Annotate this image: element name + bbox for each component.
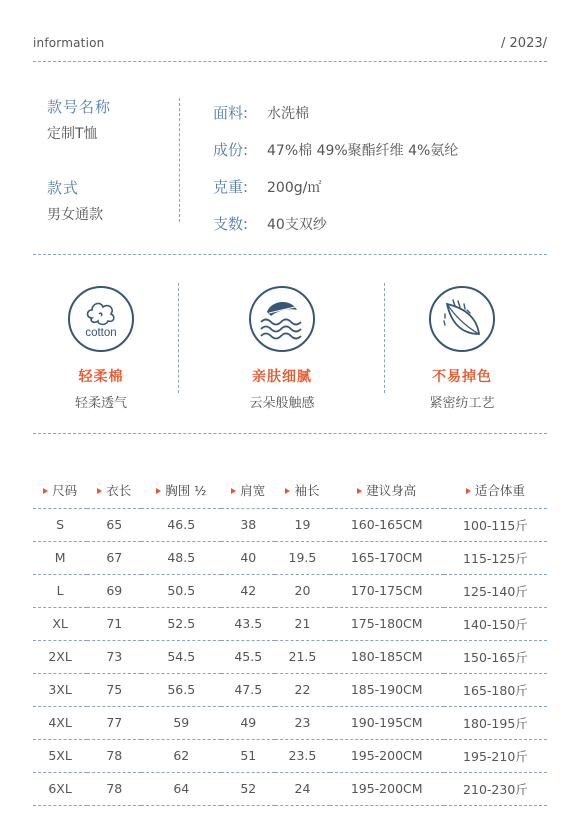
table-cell: 170-175CM	[330, 574, 444, 607]
feature-cotton	[31, 286, 171, 411]
table-cell: 210-230斤	[444, 772, 547, 805]
table-cell: 45.5	[221, 640, 275, 673]
table-row	[33, 706, 547, 739]
table-row	[33, 640, 547, 673]
table-row	[33, 607, 547, 640]
table-cell: 4XL	[33, 706, 87, 739]
table-cell: 49	[221, 706, 275, 739]
table-cell: 59	[141, 706, 221, 739]
table-cell: 75	[87, 673, 141, 706]
table-cell: 43.5	[221, 607, 275, 640]
table-cell: 5XL	[33, 739, 87, 772]
table-row	[33, 772, 547, 805]
style-label: 款式	[47, 179, 80, 197]
table-cell: 77	[87, 706, 141, 739]
triangle-bullet-icon	[43, 488, 48, 494]
table-cell: 47.5	[221, 673, 275, 706]
table-cell: 165-170CM	[330, 541, 444, 574]
vertical-divider	[179, 98, 180, 222]
table-cell: 73	[87, 640, 141, 673]
feature-title: 轻柔棉	[78, 369, 124, 385]
table-row	[33, 739, 547, 772]
table-cell: 165-180斤	[444, 673, 547, 706]
table-cell: 19.5	[275, 541, 329, 574]
table-cell: 50.5	[141, 574, 221, 607]
table-cell: 48.5	[141, 541, 221, 574]
feature-title: 亲肤细腻	[252, 369, 312, 385]
triangle-bullet-icon	[231, 488, 236, 494]
column-header: 衣长	[87, 473, 141, 508]
table-cell: 195-200CM	[330, 772, 444, 805]
table-cell: 22	[275, 673, 329, 706]
spec-value: 40支双纱	[267, 216, 327, 233]
table-cell: 56.5	[141, 673, 221, 706]
table-cell: 195-210斤	[444, 739, 547, 772]
table-header-row	[33, 473, 547, 508]
table-cell: 100-115斤	[444, 508, 547, 541]
table-cell: 21.5	[275, 640, 329, 673]
triangle-bullet-icon	[97, 488, 102, 494]
spec-key: 克重:	[213, 178, 249, 196]
cotton-icon	[68, 286, 134, 352]
table-cell: 190-195CM	[330, 706, 444, 739]
spec-value: 47%棉 49%聚酯纤维 4%氨纶	[267, 142, 459, 159]
feature-subtitle: 紧密纺工艺	[429, 396, 495, 411]
feature-skin	[212, 286, 352, 411]
column-header: 胸围 ½	[141, 473, 221, 508]
column-header: 建议身高	[330, 473, 444, 508]
table-row	[33, 541, 547, 574]
column-header: 尺码	[33, 473, 87, 508]
vertical-divider	[178, 283, 179, 393]
spec-row	[213, 131, 458, 168]
table-cell: L	[33, 574, 87, 607]
table-cell: 21	[275, 607, 329, 640]
model-label: 款号名称	[47, 98, 112, 116]
table-cell: 67	[87, 541, 141, 574]
divider	[33, 61, 547, 62]
table-cell: 62	[141, 739, 221, 772]
table-cell: 2XL	[33, 640, 87, 673]
table-cell: 180-195斤	[444, 706, 547, 739]
cotton-icon-text: cotton	[85, 327, 117, 339]
table-cell: 23.5	[275, 739, 329, 772]
leaf-icon	[429, 286, 495, 352]
table-cell: 125-140斤	[444, 574, 547, 607]
table-cell: 78	[87, 772, 141, 805]
table-cell: 52.5	[141, 607, 221, 640]
table-cell: 180-185CM	[330, 640, 444, 673]
size-table	[33, 473, 547, 806]
table-cell: 51	[221, 739, 275, 772]
spec-row	[213, 94, 458, 131]
feature-title: 不易掉色	[432, 369, 492, 385]
feather-wave-icon	[249, 286, 315, 352]
divider	[33, 433, 547, 434]
triangle-bullet-icon	[466, 488, 471, 494]
divider	[33, 254, 547, 255]
model-value: 定制T恤	[47, 126, 98, 142]
spec-value: 200g/㎡	[267, 179, 322, 196]
table-cell: 195-200CM	[330, 739, 444, 772]
header-title: information	[33, 36, 105, 50]
spec-key: 面料:	[213, 104, 249, 122]
table-cell: 65	[87, 508, 141, 541]
product-info	[47, 96, 177, 224]
table-cell: 78	[87, 739, 141, 772]
column-header: 袖长	[275, 473, 329, 508]
spec-list	[213, 94, 458, 242]
table-cell: 160-165CM	[330, 508, 444, 541]
feature-subtitle: 轻柔透气	[74, 396, 127, 411]
table-row	[33, 574, 547, 607]
triangle-bullet-icon	[156, 488, 161, 494]
table-cell: 38	[221, 508, 275, 541]
table-cell: 6XL	[33, 772, 87, 805]
table-cell: 64	[141, 772, 221, 805]
spec-row	[213, 168, 458, 205]
table-cell: 19	[275, 508, 329, 541]
triangle-bullet-icon	[357, 488, 362, 494]
table-cell: 23	[275, 706, 329, 739]
spec-row	[213, 205, 458, 242]
vertical-divider	[384, 283, 385, 393]
spec-key: 成份:	[213, 141, 249, 159]
table-cell: S	[33, 508, 87, 541]
table-cell: 52	[221, 772, 275, 805]
table-cell: 3XL	[33, 673, 87, 706]
table-cell: 69	[87, 574, 141, 607]
table-cell: 46.5	[141, 508, 221, 541]
table-cell: 54.5	[141, 640, 221, 673]
table-cell: 185-190CM	[330, 673, 444, 706]
table-cell: 150-165斤	[444, 640, 547, 673]
table-cell: 20	[275, 574, 329, 607]
header-year: / 2023/	[501, 36, 547, 51]
column-header: 适合体重	[444, 473, 547, 508]
table-cell: XL	[33, 607, 87, 640]
table-cell: 24	[275, 772, 329, 805]
table-cell: 140-150斤	[444, 607, 547, 640]
table-row	[33, 673, 547, 706]
feature-subtitle: 云朵般触感	[249, 396, 315, 411]
table-row	[33, 508, 547, 541]
spec-value: 水洗棉	[267, 105, 309, 122]
column-header: 肩宽	[221, 473, 275, 508]
triangle-bullet-icon	[285, 488, 290, 494]
page-header	[33, 30, 547, 54]
table-cell: 40	[221, 541, 275, 574]
feature-colorfast	[392, 286, 532, 411]
table-cell: 71	[87, 607, 141, 640]
table-cell: 175-180CM	[330, 607, 444, 640]
table-cell: 115-125斤	[444, 541, 547, 574]
table-cell: 42	[221, 574, 275, 607]
table-cell: M	[33, 541, 87, 574]
style-value: 男女通款	[47, 207, 103, 223]
spec-key: 支数:	[213, 215, 249, 233]
